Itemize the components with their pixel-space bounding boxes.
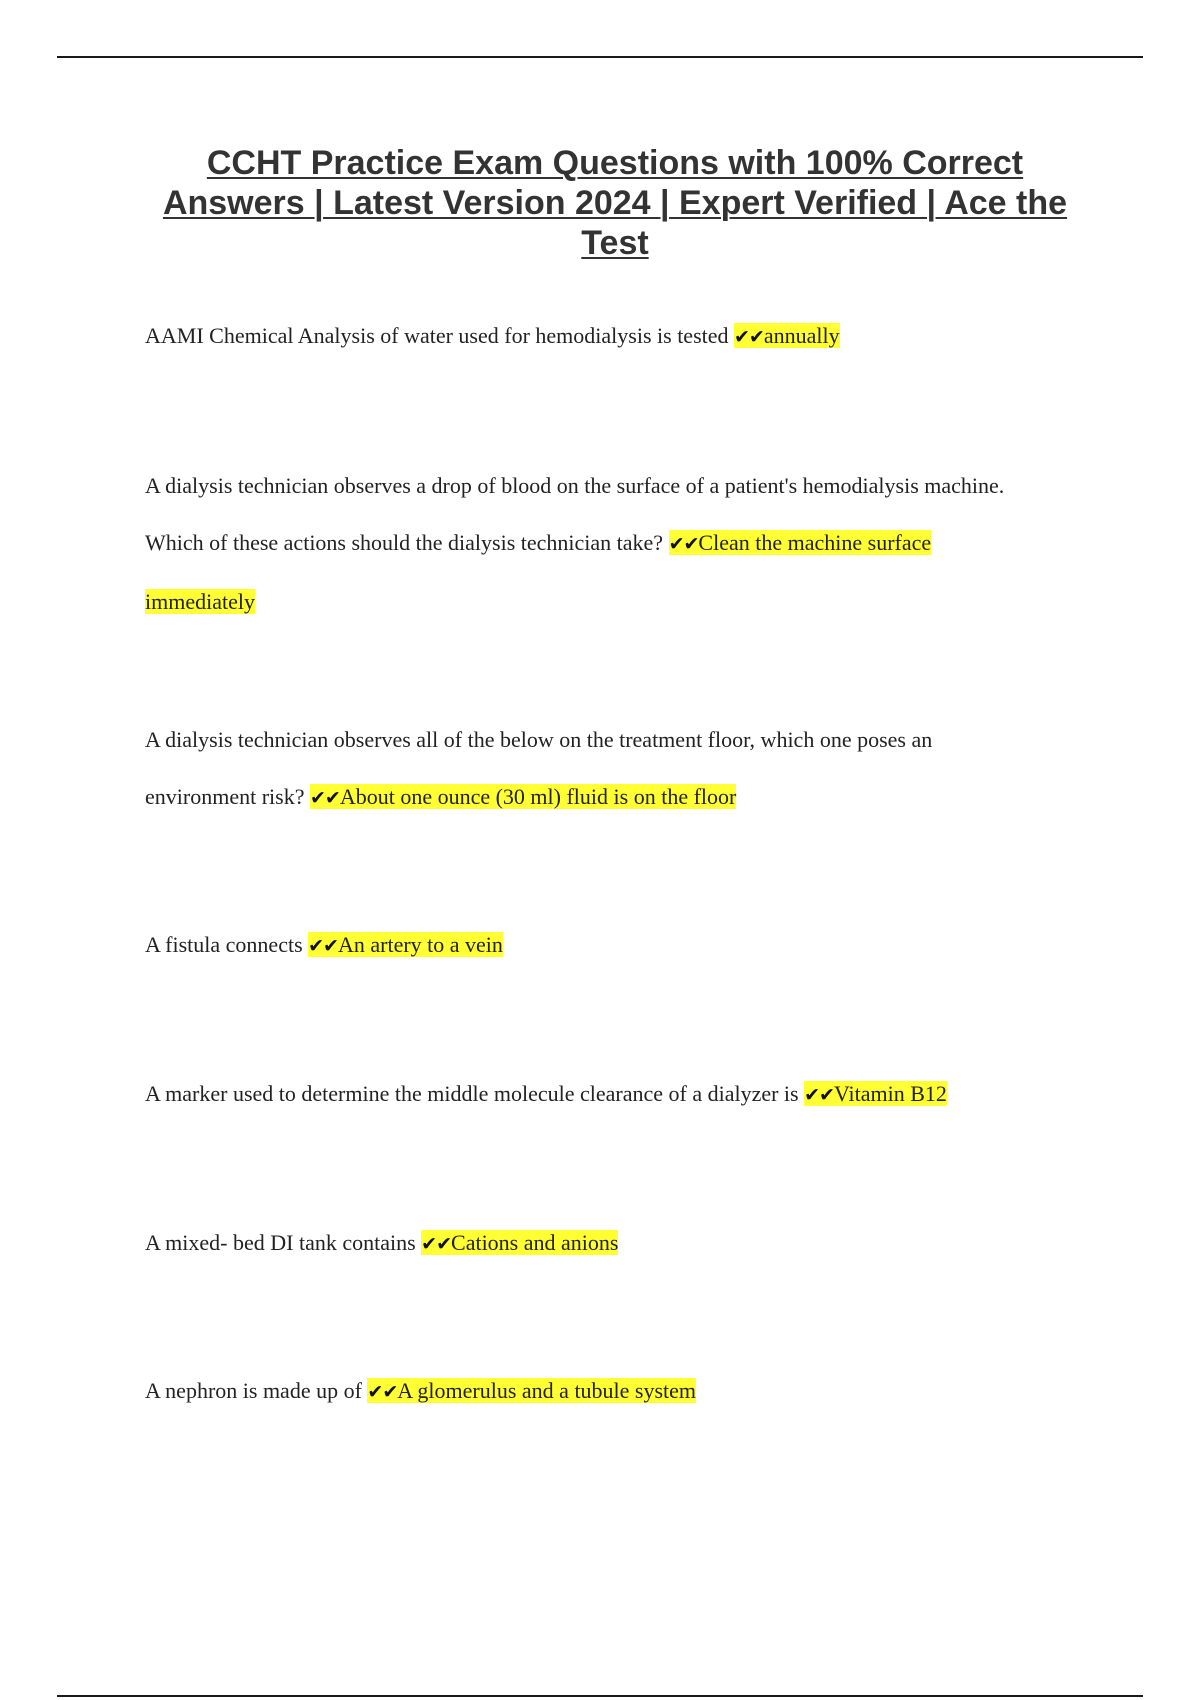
- qa-item-5: [145, 1065, 1045, 1124]
- question-text: A marker used to determine the middle molecule clearance of a dialyzer is: [145, 1081, 799, 1106]
- document-title: CCHT Practice Exam Questions with 100% Correct Answers | Latest Version 2024 | Expert Verified | Ace the Test: [162, 144, 1068, 262]
- double-check-icon: ✔✔: [421, 1233, 452, 1255]
- answer-text: Cations and anions: [451, 1230, 619, 1255]
- answer-highlight: [367, 1378, 696, 1403]
- answer-highlight: [310, 784, 736, 809]
- answer-highlight: [734, 323, 840, 348]
- double-check-icon: ✔✔: [309, 787, 340, 809]
- answer-text: Clean the machine surface immediately: [145, 530, 932, 614]
- answer-highlight: [308, 932, 503, 957]
- qa-item-1: [145, 307, 1045, 366]
- answer-text: A glomerulus and a tubule system: [397, 1378, 697, 1403]
- question-text: A fistula connects: [145, 932, 303, 957]
- question-text: A mixed- bed DI tank contains: [145, 1230, 416, 1255]
- question-text: A dialysis technician observes a drop of blood on the surface of a patient's hemodialysis machine. Which of these actions should the dialysis technician take?: [145, 473, 1005, 555]
- qa-item-4: [145, 916, 1045, 975]
- answer-text: annually: [763, 323, 840, 348]
- double-check-icon: ✔✔: [308, 935, 338, 957]
- question-text: A dialysis technician observes all of the below on the treatment floor, which one poses an environment risk?: [145, 727, 933, 809]
- qa-item-7: [145, 1362, 1045, 1421]
- double-check-icon: ✔✔: [367, 1381, 398, 1403]
- answer-text: About one ounce (30 ml) fluid is on the floor: [339, 784, 737, 809]
- qa-item-3: [145, 711, 1045, 827]
- double-check-icon: ✔✔: [668, 533, 699, 555]
- qa-item-6: [145, 1214, 1045, 1273]
- question-text: AAMI Chemical Analysis of water used for hemodialysis is tested: [145, 323, 729, 348]
- header-rule: [57, 56, 1143, 58]
- answer-highlight: [804, 1081, 947, 1106]
- double-check-icon: ✔✔: [804, 1084, 834, 1106]
- qa-item-2: [145, 457, 1045, 630]
- answer-highlight: [421, 1230, 618, 1255]
- answer-text: An artery to a vein: [337, 932, 503, 957]
- footer-rule: [57, 1695, 1143, 1697]
- double-check-icon: ✔✔: [734, 326, 764, 348]
- answer-text: Vitamin B12: [833, 1081, 947, 1106]
- question-text: A nephron is made up of: [145, 1378, 362, 1403]
